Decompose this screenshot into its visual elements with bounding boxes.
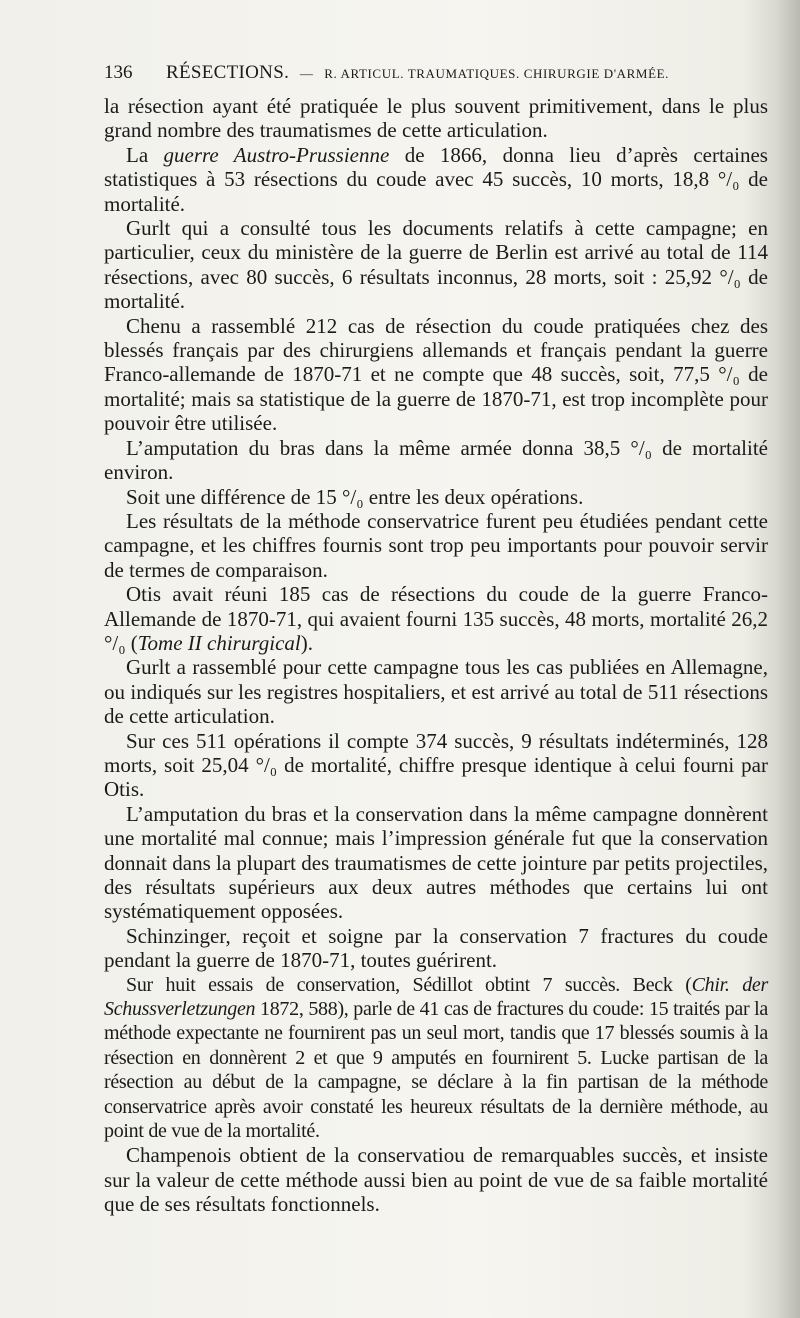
- italic-title: guerre Austro-Prussienne: [163, 142, 390, 167]
- paragraph-4: Chenu a rassemblé 212 cas de résection du coude pratiquées chez des blessés français par des chirurgiens allemands et français pendant la guerre Franco-allemande de 1870-71 et ne compte que 48 succès, soit, 77,5 °/₀ de mortalité; mais sa statistique de la guerre de 1870-71, est trop incomplète pour pouvoir être utilisée.: [104, 313, 768, 436]
- paragraph-2: La guerre Austro-Prussienne de 1866, donna lieu d’après certaines statistiques à 53 résections du coude avec 45 succès, 10 morts, 18,8 °/₀ de mortalité.: [104, 142, 768, 216]
- paragraph-1: la résection ayant été pratiquée le plus souvent primitivement, dans le plus grand nombre des traumatismes de cette articulation.: [104, 94, 768, 143]
- paragraph-9: Gurlt a rassemblé pour cette campagne tous les cas publiées en Allemagne, ou indiqués sur les registres hospitaliers, et est arrivé au total de 511 résections de cette articulation.: [104, 655, 768, 729]
- paragraph-14: Champenois obtient de la conservatiou de remarquables succès, et insiste sur la valeur de cette méthode aussi bien au point de vue de sa faible mortalité que de ses résultats fonctionnels.: [104, 1143, 768, 1217]
- header-subtitle: R. ARTICUL. TRAUMATIQUES. CHIRURGIE D'ARMÉE.: [324, 66, 670, 81]
- paragraph-5: L’amputation du bras dans la même armée donna 38,5 °/₀ de mortalité environ.: [104, 435, 768, 485]
- paragraph-12: Schinzinger, reçoit et soigne par la conservation 7 fractures du coude pendant la guerre de 1870-71, toutes guérirent.: [104, 923, 768, 973]
- body-text: [104, 94, 768, 1217]
- italic-title: Chir. der Schussverletzungen: [104, 973, 768, 1021]
- paragraph-10: Sur ces 511 opérations il compte 374 succès, 9 résultats indéterminés, 128 morts, soit 25,04 °/₀ de mortalité, chiffre presque identique à celui fourni par Otis.: [104, 728, 768, 802]
- paragraph-8: Otis avait réuni 185 cas de résections du coude de la guerre Franco-Allemande de 1870-71, qui avaient fourni 135 succès, 48 morts, mortalité 26,2 °/₀ (Tome II chirurgical).: [104, 582, 768, 655]
- paragraph-3: Gurlt qui a consulté tous les documents relatifs à cette campagne; en particulier, ceux du ministère de la guerre de Berlin est arrivé au total de 114 résections, avec 80 succès, 6 résultats inconnus, 28 morts, soit : 25,92 °/₀ de mortalité.: [104, 216, 768, 314]
- header-separator: —: [299, 66, 314, 81]
- paragraph-7: Les résultats de la méthode conservatrice furent peu étudiées pendant cette campagne, et les chiffres fournis sont trop peu importants pour pouvoir servir de termes de comparaison.: [104, 508, 768, 582]
- page-number: 136: [104, 62, 133, 83]
- paragraph-11: L’amputation du bras et la conservation dans la même campagne donnèrent une mortalité mal connue; mais l’impression générale fut que la conservation donnait dans la plupart des traumatismes de cette jointure par petits projectiles, des résultats supérieurs aux deux autres méthodes que certains lui ont systématiquement opposées.: [104, 801, 768, 924]
- header-title: RÉSECTIONS.: [166, 62, 290, 83]
- running-header: [104, 62, 768, 84]
- paragraph-13: Sur huit essais de conservation, Sédillot obtint 7 succès. Beck (Chir. der Schussverletzungen 1872, 588), parle de 41 cas de fractures du coude: 15 traités par la méthode expectante ne fournirent pas un seul mort, tandis que 17 blessés soumis à la résection en donnèrent 2 et que 9 amputés en fournirent 5. Lucke partisan de la résection au début de la campagne, se déclare à la fin partisan de la méthode conservatrice après avoir constaté les heureux résultats de la dernière méthode, au point de vue de la mortalité.: [104, 973, 768, 1143]
- paragraph-6: Soit une différence de 15 °/₀ entre les deux opérations.: [126, 484, 584, 509]
- italic-title: Tome II chirurgical: [137, 630, 301, 655]
